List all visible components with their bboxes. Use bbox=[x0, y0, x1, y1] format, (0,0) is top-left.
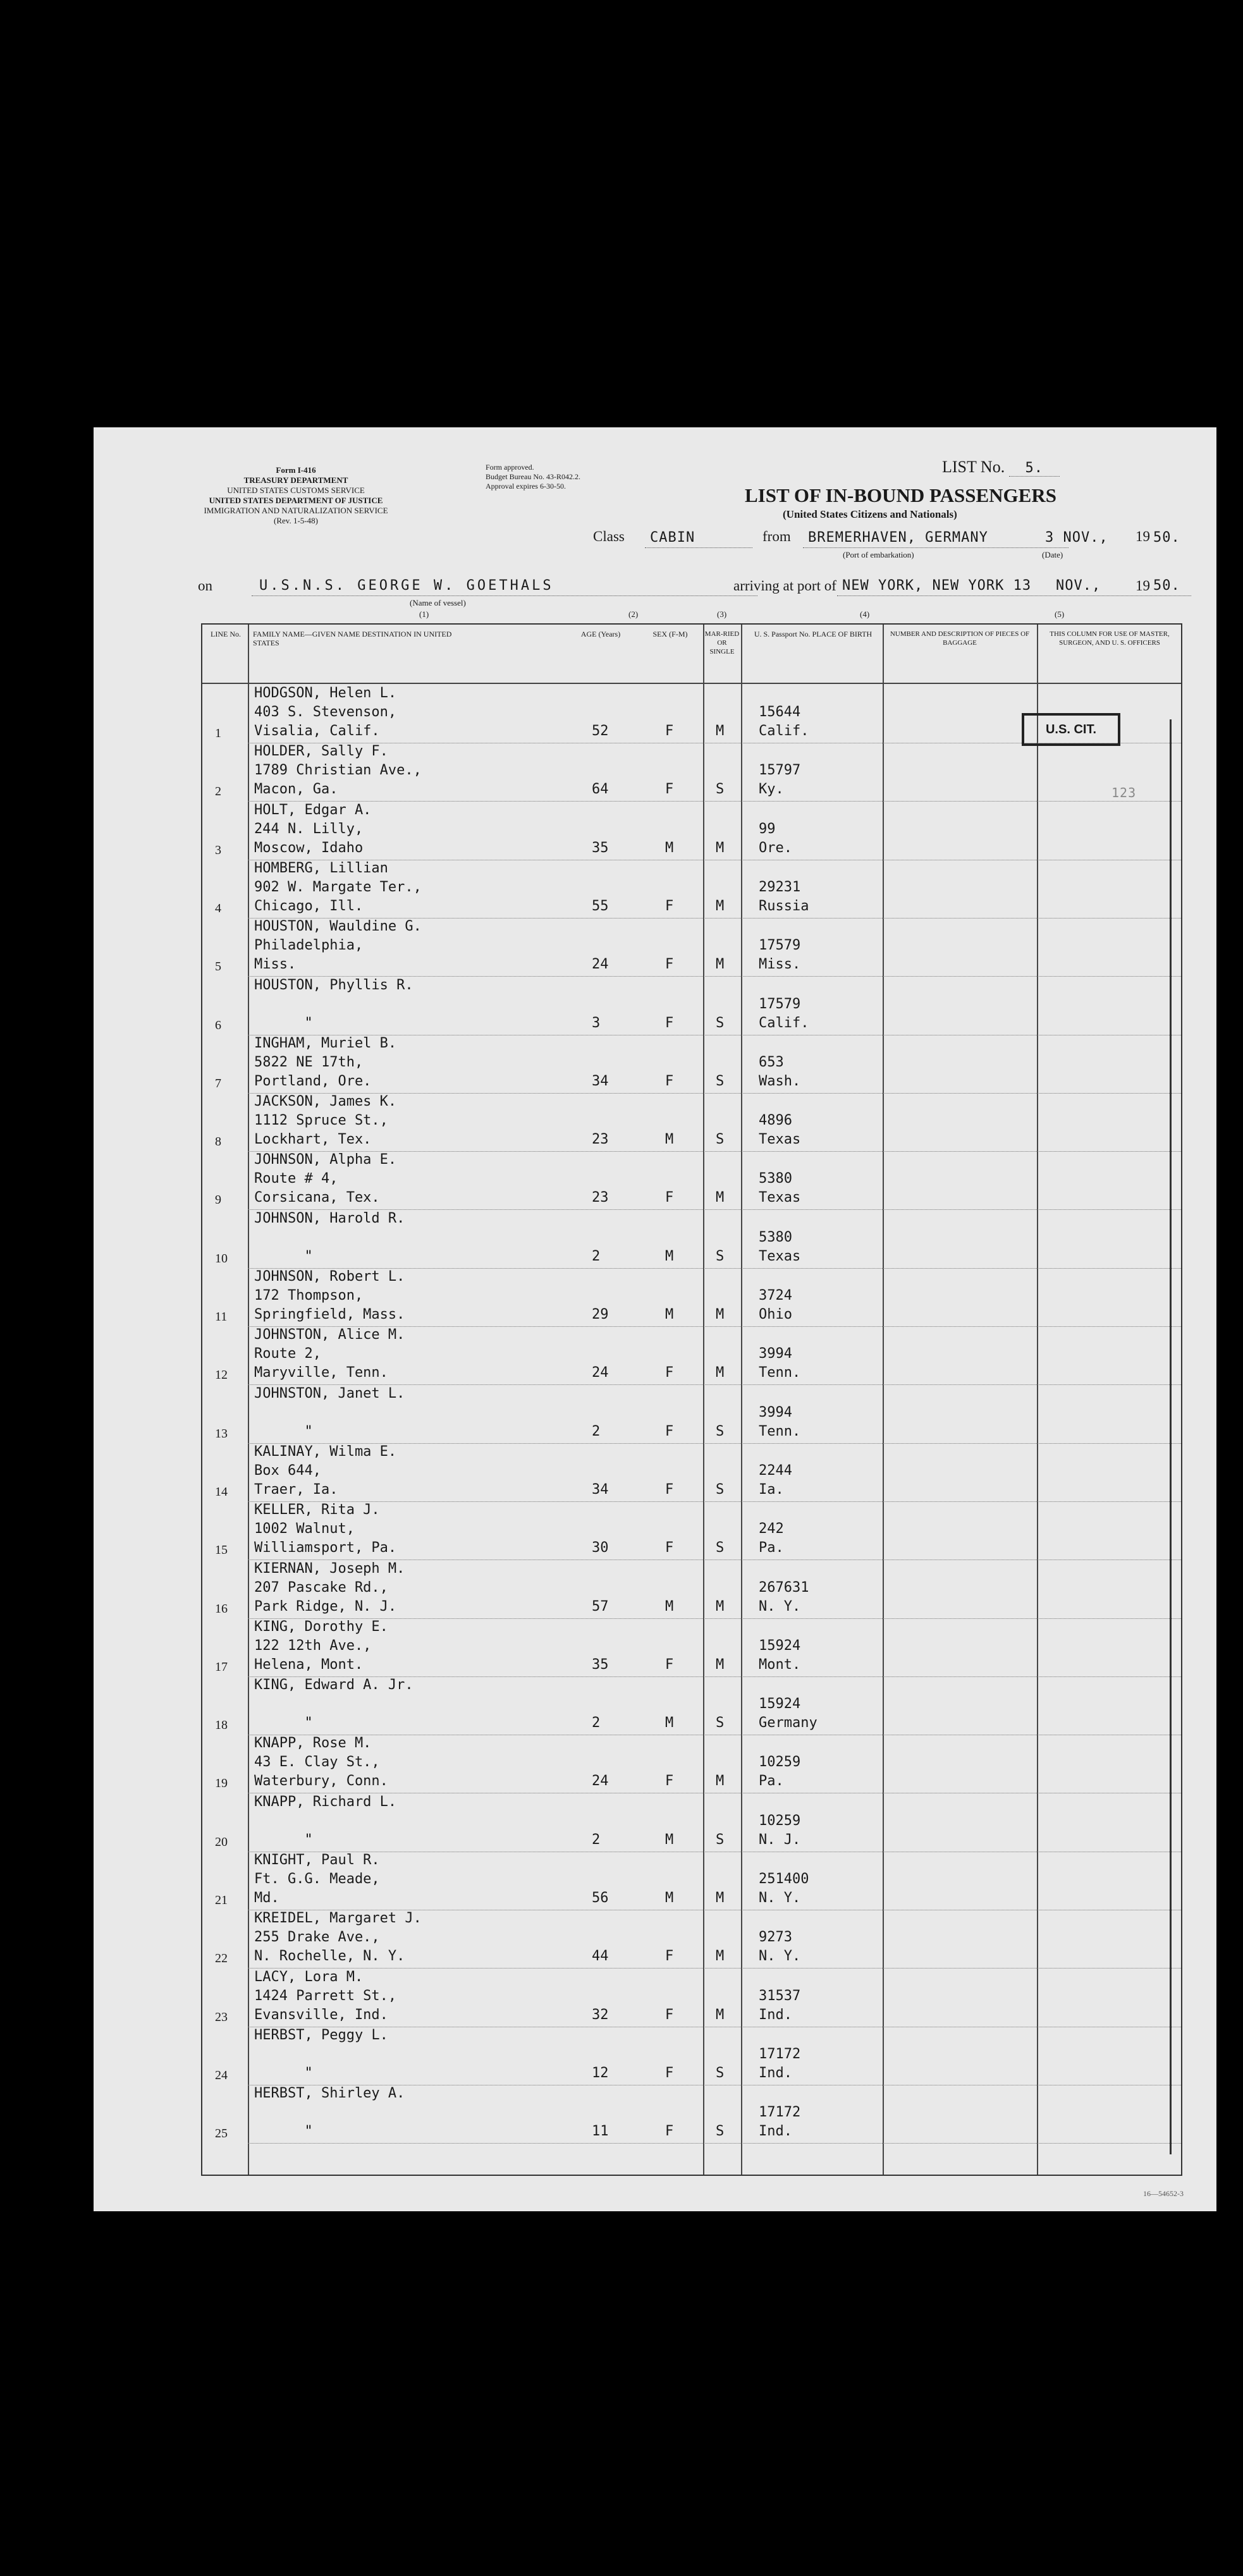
passport-birthplace: 5380 Texas bbox=[759, 1171, 801, 1206]
table-row bbox=[202, 1619, 1181, 1677]
vessel-name: U.S.N.S. GEORGE W. GOETHALS bbox=[259, 578, 554, 594]
passport-birthplace: 15924 Mont. bbox=[759, 1637, 801, 1673]
line-number: 5 bbox=[215, 960, 221, 974]
sex: M bbox=[665, 1307, 674, 1322]
passport-birthplace: 29231 Russia bbox=[759, 879, 809, 914]
passenger-name-address: LACY, Lora M. 1424 Parrett St., Evansville, Ind. bbox=[254, 1969, 397, 2023]
age: 44 bbox=[592, 1948, 609, 1965]
line-number: 21 bbox=[215, 1893, 228, 1907]
age: 2 bbox=[592, 1248, 601, 1264]
age: 55 bbox=[592, 898, 609, 914]
table-row bbox=[202, 1444, 1181, 1502]
us-citizen-stamp: U.S. CIT. bbox=[1022, 713, 1120, 746]
marital-status: M bbox=[716, 1890, 725, 1906]
line-number: 23 bbox=[215, 2010, 228, 2024]
age: 30 bbox=[592, 1540, 609, 1556]
from-value: BREMERHAVEN, GERMANY bbox=[808, 530, 988, 546]
column-number: (4) bbox=[860, 609, 870, 619]
passport-birthplace: 5380 Texas bbox=[759, 1229, 801, 1264]
from-label: from bbox=[762, 528, 791, 544]
age: 23 bbox=[592, 1190, 609, 1206]
marital-status: S bbox=[716, 2123, 725, 2140]
age: 11 bbox=[592, 2123, 609, 2140]
approval-block bbox=[486, 463, 580, 491]
sex: F bbox=[665, 1365, 674, 1381]
passport-birthplace: 17579 Miss. bbox=[759, 937, 801, 973]
passport-birthplace: 3994 Tenn. bbox=[759, 1404, 801, 1439]
sex: F bbox=[665, 1423, 674, 1439]
passenger-name-address: HOMBERG, Lillian 902 W. Margate Ter., Chicago, Ill. bbox=[254, 860, 422, 914]
passenger-name-address: HOLT, Edgar A. 244 N. Lilly, Moscow, Idaho bbox=[254, 802, 372, 856]
age: 32 bbox=[592, 2006, 609, 2023]
age: 56 bbox=[592, 1890, 609, 1906]
marital-status: S bbox=[716, 2065, 725, 2081]
passport-birthplace: 31537 Ind. bbox=[759, 1987, 801, 2023]
marital-status: M bbox=[716, 1190, 725, 1206]
line-number: 22 bbox=[215, 1951, 228, 1966]
passenger-name-address: JACKSON, James K. 1112 Spruce St., Lockhart, Tex. bbox=[254, 1094, 397, 1148]
sex: F bbox=[665, 1773, 674, 1790]
arriving-label: arriving at port of bbox=[733, 578, 836, 594]
approval-line: Budget Bureau No. 43-R042.2. bbox=[486, 472, 580, 481]
passenger-name-address: KIERNAN, Joseph M. 207 Pascake Rd., Park Ridge, N. J. bbox=[254, 1560, 405, 1615]
customs-service: UNITED STATES CUSTOMS SERVICE bbox=[227, 485, 365, 495]
age: 2 bbox=[592, 1715, 601, 1731]
passport-birthplace: 15644 Calif. bbox=[759, 704, 809, 739]
table-row bbox=[202, 1211, 1181, 1269]
passenger-name-address: HERBST, Peggy L. " bbox=[254, 2027, 388, 2081]
passenger-name-address: HOUSTON, Phyllis R. " bbox=[254, 977, 413, 1031]
col-header-age: AGE (Years) bbox=[580, 630, 621, 638]
officer-check-line bbox=[1170, 719, 1172, 2154]
line-number: 12 bbox=[215, 1368, 228, 1383]
age: 2 bbox=[592, 1423, 601, 1439]
age: 23 bbox=[592, 1132, 609, 1148]
marital-status: M bbox=[716, 2006, 725, 2023]
arrival-date: NOV., bbox=[1056, 578, 1101, 594]
marital-status: M bbox=[716, 956, 725, 973]
marital-status: M bbox=[716, 1656, 725, 1673]
sex: M bbox=[665, 1248, 674, 1264]
line-number: 24 bbox=[215, 2068, 228, 2082]
col-header-line: LINE No. bbox=[211, 630, 241, 638]
passport-birthplace: 99 Ore. bbox=[759, 821, 792, 856]
sex: F bbox=[665, 1540, 674, 1556]
line-number: 11 bbox=[215, 1310, 228, 1324]
from-year: 50. bbox=[1153, 530, 1180, 546]
passport-birthplace: 10259 N. J. bbox=[759, 1812, 801, 1848]
sex: F bbox=[665, 723, 674, 739]
passenger-name-address: KALINAY, Wilma E. Box 644, Traer, Ia. bbox=[254, 1443, 397, 1498]
sex: F bbox=[665, 1073, 674, 1089]
marital-status: S bbox=[716, 1540, 725, 1556]
line-number: 3 bbox=[215, 843, 221, 857]
passport-birthplace: 15797 Ky. bbox=[759, 762, 801, 798]
passport-birthplace: 3994 Tenn. bbox=[759, 1346, 801, 1381]
marital-status: M bbox=[716, 1773, 725, 1790]
passenger-name-address: HODGSON, Helen L. 403 S. Stevenson, Visalia, Calif. bbox=[254, 685, 397, 739]
date-note: (Date) bbox=[1042, 550, 1063, 559]
approval-line: Approval expires 6-30-50. bbox=[486, 482, 566, 491]
table-row bbox=[202, 2085, 1181, 2144]
sex: F bbox=[665, 1015, 674, 1031]
marital-status: S bbox=[716, 1073, 725, 1089]
age: 34 bbox=[592, 1073, 609, 1089]
class-label: Class bbox=[593, 528, 625, 544]
line-number: 9 bbox=[215, 1193, 221, 1207]
marital-status: S bbox=[716, 781, 725, 798]
line-number: 6 bbox=[215, 1018, 221, 1032]
passport-birthplace: 17579 Calif. bbox=[759, 996, 809, 1031]
passport-birthplace: 15924 Germany bbox=[759, 1696, 817, 1731]
col-header-passport: U. S. Passport No. PLACE OF BIRTH bbox=[754, 630, 873, 638]
line-number: 4 bbox=[215, 901, 221, 915]
marital-status: M bbox=[716, 839, 725, 856]
age: 24 bbox=[592, 1365, 609, 1381]
marital-status: M bbox=[716, 1948, 725, 1965]
from-year-prefix: 19 bbox=[1136, 528, 1150, 544]
table-row bbox=[202, 919, 1181, 977]
passenger-name-address: INGHAM, Muriel B. 5822 NE 17th, Portland, Ore. bbox=[254, 1035, 397, 1089]
sex: F bbox=[665, 1656, 674, 1673]
arrival-year: 50. bbox=[1153, 578, 1180, 594]
sex: F bbox=[665, 781, 674, 798]
table-row bbox=[202, 1269, 1181, 1327]
age: 34 bbox=[592, 1481, 609, 1498]
list-number-label: LIST No. bbox=[942, 458, 1005, 476]
table-row bbox=[202, 977, 1181, 1035]
age: 2 bbox=[592, 1831, 601, 1848]
table-row bbox=[202, 1035, 1181, 1094]
line-number: 7 bbox=[215, 1076, 221, 1090]
passport-birthplace: 251400 N. Y. bbox=[759, 1871, 809, 1906]
line-number: 13 bbox=[215, 1426, 228, 1441]
vessel-note: (Name of vessel) bbox=[410, 598, 466, 607]
sex: F bbox=[665, 1481, 674, 1498]
manifest-page bbox=[94, 427, 1216, 2211]
col-header-sex: SEX (F-M) bbox=[652, 630, 688, 638]
passenger-name-address: HOUSTON, Wauldine G. Philadelphia, Miss. bbox=[254, 919, 422, 973]
class-value: CABIN bbox=[650, 530, 695, 546]
marital-status: S bbox=[716, 1831, 725, 1848]
age: 29 bbox=[592, 1307, 609, 1322]
page-subtitle: (United States Citizens and Nationals) bbox=[783, 508, 957, 520]
age: 35 bbox=[592, 839, 609, 856]
passenger-name-address: KREIDEL, Margaret J. 255 Drake Ave., N. Rochelle, N. Y. bbox=[254, 1910, 422, 1965]
passenger-name-address: KNAPP, Rose M. 43 E. Clay St., Waterbury, Conn. bbox=[254, 1735, 388, 1790]
age: 52 bbox=[592, 723, 609, 739]
arrival-port: NEW YORK, NEW YORK 13 bbox=[842, 578, 1032, 594]
line-number: 19 bbox=[215, 1776, 228, 1791]
col-header-married: MAR-RIED OR SINGLE bbox=[704, 630, 740, 656]
passenger-name-address: KNIGHT, Paul R. Ft. G.G. Meade, Md. bbox=[254, 1852, 380, 1906]
passport-birthplace: 4896 Texas bbox=[759, 1113, 801, 1148]
page-title: LIST OF IN-BOUND PASSENGERS bbox=[745, 484, 1056, 506]
sex: F bbox=[665, 1190, 674, 1206]
passport-birthplace: 242 Pa. bbox=[759, 1521, 784, 1556]
table-row bbox=[202, 1152, 1181, 1210]
line-number: 2 bbox=[215, 784, 221, 799]
line-number: 18 bbox=[215, 1718, 228, 1733]
agency-block bbox=[192, 465, 400, 526]
passenger-name-address: JOHNSTON, Janet L. " bbox=[254, 1385, 405, 1439]
justice-dept: UNITED STATES DEPARTMENT OF JUSTICE bbox=[209, 496, 383, 505]
age: 64 bbox=[592, 781, 609, 798]
age: 24 bbox=[592, 1773, 609, 1790]
column-number: (3) bbox=[717, 609, 727, 619]
passenger-name-address: KNAPP, Richard L. " bbox=[254, 1793, 397, 1848]
table-row bbox=[202, 1677, 1181, 1735]
passenger-name-address: HERBST, Shirley A. " bbox=[254, 2085, 405, 2140]
sex: M bbox=[665, 1890, 674, 1906]
sex: M bbox=[665, 1715, 674, 1731]
table-row bbox=[202, 743, 1181, 802]
table-row bbox=[202, 1327, 1181, 1385]
sex: M bbox=[665, 1598, 674, 1615]
sex: F bbox=[665, 1948, 674, 1965]
table-row bbox=[202, 1502, 1181, 1560]
line-number: 10 bbox=[215, 1251, 228, 1266]
marital-status: M bbox=[716, 723, 725, 739]
passenger-name-address: KELLER, Rita J. 1002 Walnut, Williamsport, Pa. bbox=[254, 1502, 397, 1556]
passenger-name-address: JOHNSON, Alpha E. Route # 4, Corsicana, Tex. bbox=[254, 1152, 397, 1206]
passenger-name-address: KING, Edward A. Jr. " bbox=[254, 1677, 413, 1731]
marital-status: S bbox=[716, 1481, 725, 1498]
table-row bbox=[202, 860, 1181, 919]
passenger-name-address: JOHNSON, Harold R. " bbox=[254, 1210, 405, 1264]
sex: M bbox=[665, 1831, 674, 1848]
list-number-value: 5. bbox=[1009, 460, 1060, 477]
col-header-officers: THIS COLUMN FOR USE OF MASTER, SURGEON, AND U. S. OFFICERS bbox=[1050, 630, 1170, 647]
revision: (Rev. 1-5-48) bbox=[274, 516, 318, 525]
passenger-table bbox=[201, 623, 1182, 2176]
table-row bbox=[202, 1910, 1181, 1969]
table-row bbox=[202, 1969, 1181, 2027]
table-row bbox=[202, 1386, 1181, 1444]
sex: F bbox=[665, 898, 674, 914]
age: 35 bbox=[592, 1656, 609, 1673]
age: 12 bbox=[592, 2065, 609, 2081]
form-number: Form I-416 bbox=[276, 465, 316, 475]
passenger-name-address: KING, Dorothy E. 122 12th Ave., Helena, Mont. bbox=[254, 1618, 388, 1673]
arrival-year-prefix: 19 bbox=[1136, 578, 1150, 594]
from-date: 3 NOV., bbox=[1045, 530, 1108, 546]
ins-service: IMMIGRATION AND NATURALIZATION SERVICE bbox=[204, 506, 388, 515]
table-row bbox=[202, 1561, 1181, 1619]
line-number: 8 bbox=[215, 1135, 221, 1149]
table-row bbox=[202, 1094, 1181, 1152]
sex: F bbox=[665, 2006, 674, 2023]
port-embarkation-note: (Port of embarkation) bbox=[843, 550, 914, 559]
passport-birthplace: 3724 Ohio bbox=[759, 1288, 792, 1322]
column-number: (5) bbox=[1055, 609, 1065, 619]
line-number: 17 bbox=[215, 1659, 228, 1674]
passenger-name-address: HOLDER, Sally F. 1789 Christian Ave., Macon, Ga. bbox=[254, 743, 422, 798]
passenger-name-address: JOHNSON, Robert L. 172 Thompson, Springfield, Mass. bbox=[254, 1269, 405, 1322]
table-row bbox=[202, 802, 1181, 860]
sex: M bbox=[665, 1132, 674, 1148]
passport-birthplace: 653 Wash. bbox=[759, 1054, 801, 1089]
marital-status: M bbox=[716, 1365, 725, 1381]
line-number: 20 bbox=[215, 1834, 228, 1849]
marital-status: S bbox=[716, 1015, 725, 1031]
passport-birthplace: 267631 N. Y. bbox=[759, 1579, 809, 1615]
age: 3 bbox=[592, 1015, 601, 1031]
passport-birthplace: 9273 N. Y. bbox=[759, 1929, 801, 1965]
sex: F bbox=[665, 2065, 674, 2081]
table-row bbox=[202, 1735, 1181, 1793]
table-row bbox=[202, 1794, 1181, 1852]
marital-status: M bbox=[716, 1598, 725, 1615]
marital-status: S bbox=[716, 1248, 725, 1264]
column-number: (2) bbox=[628, 609, 639, 619]
age: 57 bbox=[592, 1598, 609, 1615]
col-header-name: FAMILY NAME—GIVEN NAME DESTINATION IN UNITED STATES bbox=[253, 630, 452, 647]
marital-status: S bbox=[716, 1715, 725, 1731]
line-number: 14 bbox=[215, 1484, 228, 1499]
list-number bbox=[942, 458, 1060, 477]
table-row bbox=[202, 2027, 1181, 2085]
table-row bbox=[202, 1852, 1181, 1910]
sex: M bbox=[665, 839, 674, 856]
passport-birthplace: 17172 Ind. bbox=[759, 2104, 801, 2140]
sex: F bbox=[665, 2123, 674, 2140]
sex: F bbox=[665, 956, 674, 973]
age: 24 bbox=[592, 956, 609, 973]
line-number: 1 bbox=[215, 726, 221, 740]
column-number: (1) bbox=[419, 609, 429, 619]
passenger-name-address: JOHNSTON, Alice M. Route 2, Maryville, Tenn. bbox=[254, 1327, 405, 1381]
passport-birthplace: 10259 Pa. bbox=[759, 1754, 801, 1790]
officer-note: 123 bbox=[1111, 785, 1137, 800]
line-number: 15 bbox=[215, 1543, 228, 1558]
marital-status: S bbox=[716, 1423, 725, 1439]
marital-status: S bbox=[716, 1132, 725, 1148]
marital-status: M bbox=[716, 898, 725, 914]
line-number: 16 bbox=[215, 1601, 228, 1616]
approval-line: Form approved. bbox=[486, 463, 534, 472]
col-header-baggage: NUMBER AND DESCRIPTION OF PIECES OF BAGGAGE bbox=[890, 630, 1030, 647]
passport-birthplace: 2244 Ia. bbox=[759, 1462, 792, 1498]
passport-birthplace: 17172 Ind. bbox=[759, 2046, 801, 2081]
footer-code: 16—54652-3 bbox=[1143, 2189, 1184, 2198]
treasury-dept: TREASURY DEPARTMENT bbox=[243, 475, 348, 485]
on-label: on bbox=[198, 578, 212, 594]
marital-status: M bbox=[716, 1307, 725, 1322]
line-number: 25 bbox=[215, 2127, 228, 2141]
